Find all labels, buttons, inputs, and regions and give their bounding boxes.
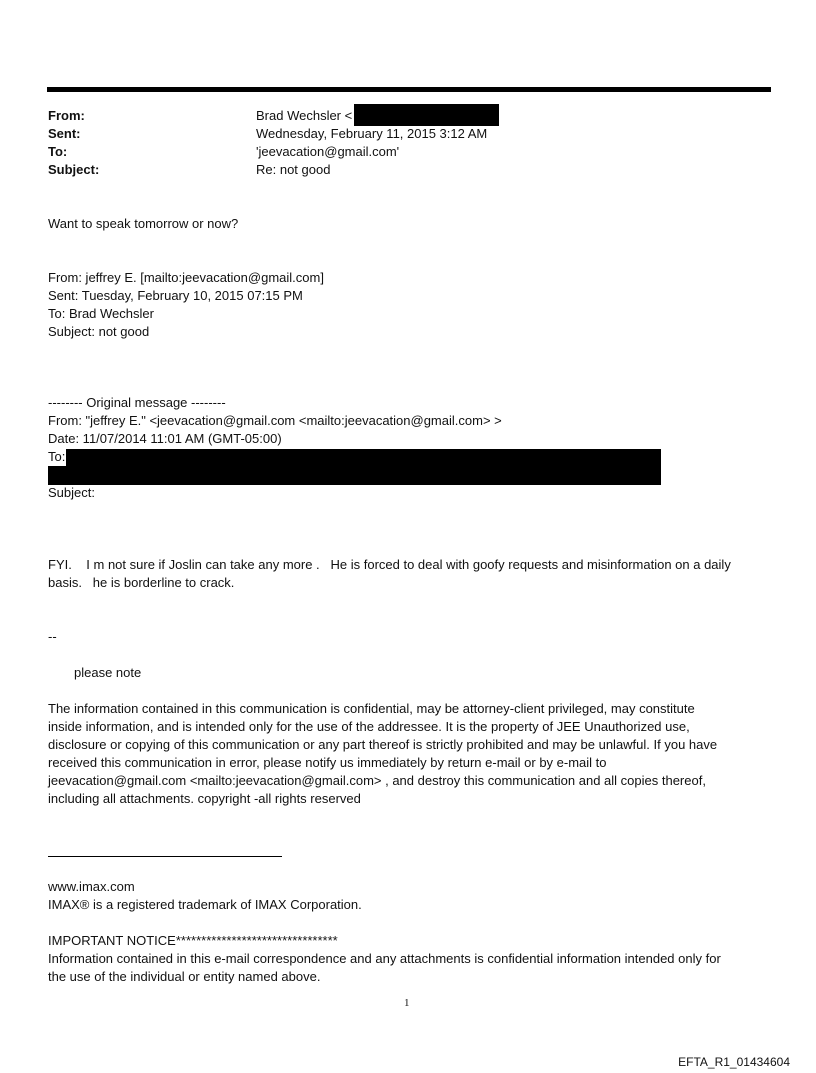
quoted-sent: Sent: Tuesday, February 10, 2015 07:15 PM bbox=[48, 288, 303, 303]
redaction-box-recipients-continued bbox=[48, 466, 661, 485]
reply-text: Want to speak tomorrow or now? bbox=[48, 216, 239, 231]
sent-label: Sent: bbox=[48, 126, 81, 141]
imax-website: www.imax.com bbox=[48, 879, 135, 894]
original-to: To: bbox=[48, 449, 66, 464]
original-date: Date: 11/07/2014 11:01 AM (GMT-05:00) bbox=[48, 431, 282, 446]
original-from: From: "jeffrey E." <jeevacation@gmail.com <mailto:jeevacation@gmail.com> > bbox=[48, 413, 502, 428]
imax-trademark: IMAX® is a registered trademark of IMAX Corporation. bbox=[48, 897, 362, 912]
to-value: 'jeevacation@gmail.com' bbox=[256, 144, 400, 159]
quoted-from: From: jeffrey E. [mailto:jeevacation@gmail.com] bbox=[48, 270, 324, 285]
redaction-box-sender-email bbox=[354, 104, 499, 126]
signature-dashes: -- bbox=[48, 629, 57, 644]
quoted-subject: Subject: not good bbox=[48, 324, 150, 339]
header-rule bbox=[47, 87, 771, 92]
sent-value: Wednesday, February 11, 2015 3:12 AM bbox=[256, 126, 488, 141]
to-label: To: bbox=[48, 144, 68, 159]
from-value: Brad Wechsler < bbox=[256, 108, 353, 123]
from-label: From: bbox=[48, 108, 85, 123]
message-line-2: basis. he is borderline to crack. bbox=[48, 575, 235, 590]
signature-rule bbox=[48, 856, 282, 857]
quoted-to: To: Brad Wechsler bbox=[48, 306, 154, 321]
disclaimer-line-4: received this communication in error, please notify us immediately by return e-mail or by e-mail to bbox=[48, 755, 607, 770]
subject-value: Re: not good bbox=[256, 162, 331, 177]
disclaimer-line-2: inside information, and is intended only for the use of the addressee. It is the property of JEE Unauthorized use, bbox=[48, 719, 690, 734]
document-id: EFTA_R1_01434604 bbox=[678, 1055, 790, 1069]
notice-line-2: the use of the individual or entity named above. bbox=[48, 969, 321, 984]
disclaimer-line-5: jeevacation@gmail.com <mailto:jeevacation@gmail.com> , and destroy this communication and all copies thereof, bbox=[48, 773, 706, 788]
original-subject: Subject: bbox=[48, 485, 95, 500]
disclaimer-line-6: including all attachments. copyright -all rights reserved bbox=[48, 791, 361, 806]
subject-label: Subject: bbox=[48, 162, 100, 177]
original-divider: -------- Original message -------- bbox=[48, 395, 226, 410]
disclaimer-line-1: The information contained in this communication is confidential, may be attorney-client privileged, may constitute bbox=[48, 701, 695, 716]
please-note: please note bbox=[74, 665, 142, 680]
disclaimer-line-3: disclosure or copying of this communication or any part thereof is strictly prohibited and may be unlawful. If you have bbox=[48, 737, 718, 752]
page-number: 1 bbox=[404, 997, 410, 1009]
notice-title: IMPORTANT NOTICE******************************** bbox=[48, 933, 338, 948]
notice-line-1: Information contained in this e-mail correspondence and any attachments is confidential information intended only for bbox=[48, 951, 721, 966]
message-line-1: FYI. I m not sure if Joslin can take any more . He is forced to deal with goofy requests and misinformation on a daily bbox=[48, 557, 731, 572]
redaction-box-recipients bbox=[66, 449, 661, 467]
